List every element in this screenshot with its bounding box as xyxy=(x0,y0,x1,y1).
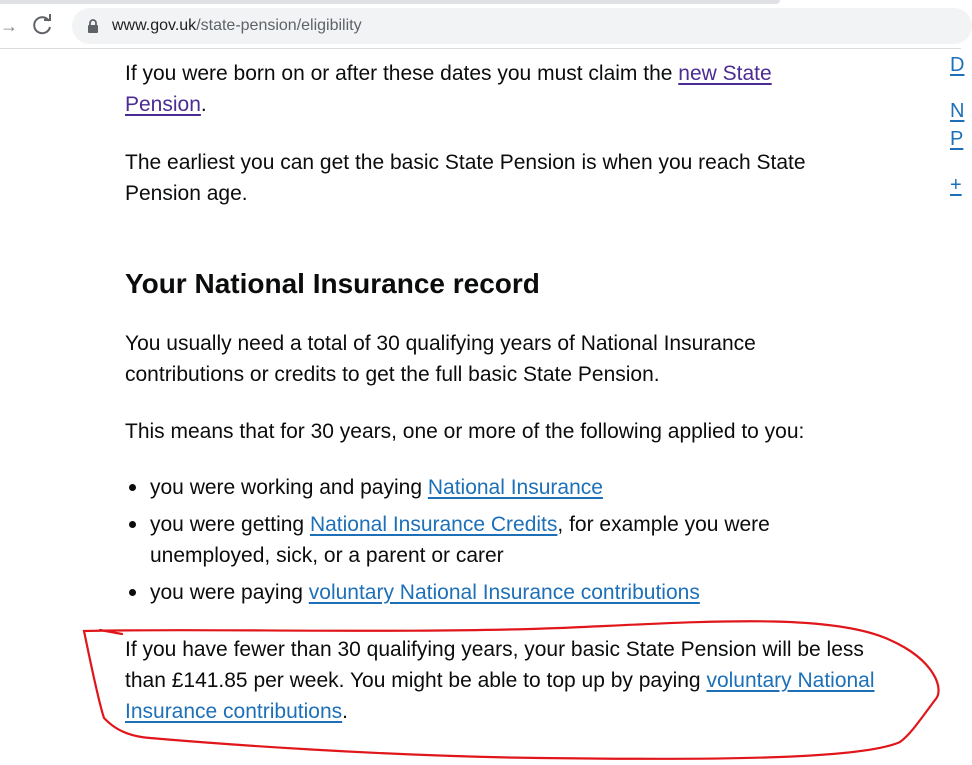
bullet-icon xyxy=(129,521,136,528)
sidebar-link-3[interactable]: P xyxy=(950,128,964,150)
browser-toolbar xyxy=(0,4,961,49)
list-item-text: you were getting xyxy=(150,513,310,536)
paragraph-text: If you were born on or after these dates you must claim the xyxy=(125,62,679,85)
list-item xyxy=(150,472,890,503)
related-links-sidebar xyxy=(948,0,965,765)
national-insurance-link[interactable]: National Insurance xyxy=(427,476,603,499)
conditions-list xyxy=(125,472,890,614)
national-insurance-credits-link[interactable]: National Insurance Credits xyxy=(309,513,558,536)
forward-icon[interactable]: → xyxy=(0,16,18,36)
qualifying-years-paragraph: You usually need a total of 30 qualifying years of National Insurance contributions or credits to get the full basic State Pension. xyxy=(125,332,756,386)
means-paragraph: This means that for 30 years, one or more of the following applied to you: xyxy=(125,420,805,443)
reload-icon[interactable] xyxy=(30,12,56,38)
voluntary-contributions-link[interactable]: voluntary National Insurance contributions xyxy=(308,581,700,604)
sidebar-link-1[interactable]: D xyxy=(950,54,965,76)
sidebar-link-more[interactable]: + xyxy=(950,174,962,196)
earliest-paragraph: The earliest you can get the basic State Pension is when you reach State Pension age. xyxy=(125,151,806,205)
bullet-icon xyxy=(129,484,136,491)
list-item xyxy=(150,577,890,608)
list-item-text: you were working and paying xyxy=(150,476,428,499)
address-bar[interactable] xyxy=(72,8,972,44)
fewer-years-paragraph xyxy=(125,634,895,727)
url-domain: www.gov.uk xyxy=(112,17,197,34)
sidebar-link-2[interactable]: N xyxy=(950,100,965,122)
paragraph-text: If you have fewer than 30 qualifying years, your basic State Pension will be less than £141.85 per week. You might be able to top up by paying xyxy=(125,638,864,692)
url-path: /state-pension/eligibility xyxy=(196,17,362,34)
section-heading: Your National Insurance record xyxy=(125,268,540,299)
list-item-text: , for example you were unemployed, sick, or a parent or carer xyxy=(150,513,770,567)
bullet-icon xyxy=(129,589,136,596)
list-item-text: you were paying xyxy=(150,581,309,604)
born-dates-paragraph xyxy=(125,58,845,120)
paragraph-end: . xyxy=(342,700,348,723)
url-text[interactable] xyxy=(112,8,362,44)
lock-icon[interactable] xyxy=(86,19,100,33)
list-item xyxy=(150,509,890,571)
paragraph-end: . xyxy=(200,93,207,116)
new-state-pension-link[interactable]: new State Pension xyxy=(125,62,772,116)
voluntary-contributions-link-2[interactable]: voluntary National Insurance contributions xyxy=(125,669,875,723)
